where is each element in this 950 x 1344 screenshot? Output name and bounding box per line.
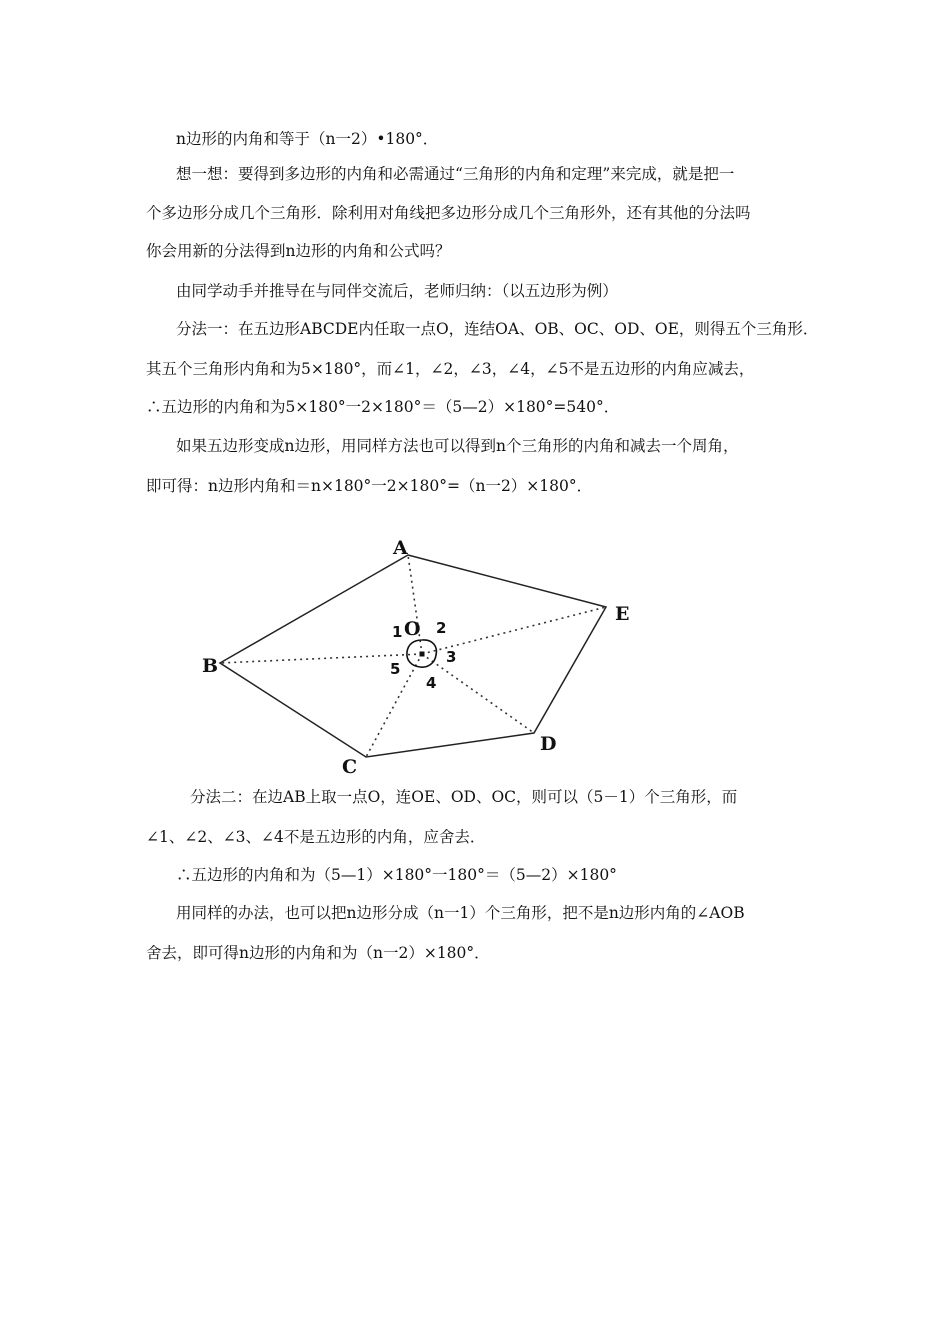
text-line: 你会用新的分法得到n边形的内角和公式吗？ xyxy=(146,242,451,260)
vertex-label-d: D xyxy=(540,733,557,755)
text-line: 即可得：n边形内角和＝n×180°一2×180°=（n一2）×180°． xyxy=(146,477,593,495)
vertex-label-a: A xyxy=(393,537,408,559)
segment-od xyxy=(422,654,534,733)
vertex-label-b: B xyxy=(202,655,219,677)
vertex-label-e: E xyxy=(615,603,630,625)
center-label-o: O xyxy=(404,618,421,640)
angle-label-4: 4 xyxy=(426,674,437,692)
text-line: ∴五边形的内角和为（5—1）×180°一180°＝（5—2）×180° xyxy=(176,866,617,884)
text-line: 如果五边形变成n边形，用同样方法也可以得到n个三角形的内角和减去一个周角， xyxy=(176,437,739,455)
pentagon-outline xyxy=(220,555,606,757)
angle-label-5: 5 xyxy=(390,660,401,678)
pentagon-diagram xyxy=(190,525,650,785)
text-line: 由同学动手并推导在与同伴交流后，老师归纳：（以五边形为例） xyxy=(176,282,618,300)
text-line: 分法二：在边AB上取一点O，连OE、OD、OC，则可以（5－1）个三角形，而 xyxy=(190,788,738,806)
center-point xyxy=(420,652,425,657)
text-line: 舍去，即可得n边形的内角和为（n一2）×180°． xyxy=(146,944,490,962)
angle-label-3: 3 xyxy=(446,648,457,666)
text-line: n边形的内角和等于（n一2）•180°． xyxy=(176,130,439,148)
text-line: 想一想：要得到多边形的内角和必需通过“三角形的内角和定理”来完成，就是把一 xyxy=(176,165,735,183)
angle-label-1: 1 xyxy=(392,623,403,641)
text-line: 用同样的办法，也可以把n边形分成（n一1）个三角形，把不是n边形内角的∠AOB xyxy=(176,904,745,922)
vertex-label-c: C xyxy=(342,756,358,778)
text-line: ∴五边形的内角和为5×180°一2×180°＝（5—2）×180°=540°． xyxy=(146,398,620,416)
pentagon-figure xyxy=(190,525,650,785)
text-line: ∠1、∠2、∠3、∠4不是五边形的内角，应舍去． xyxy=(146,828,486,846)
angle-label-2: 2 xyxy=(436,619,447,637)
segment-oe xyxy=(422,607,606,654)
text-line: 其五个三角形内角和为5×180°，而∠1，∠2，∠3，∠4，∠5不是五边形的内角应减去， xyxy=(146,360,755,378)
text-line: 分法一：在五边形ABCDE内任取一点O，连结OA、OB、OC、OD、OE，则得五个三角形． xyxy=(176,320,819,338)
text-line: 个多边形分成几个三角形．除利用对角线把多边形分成几个三角形外，还有其他的分法吗 xyxy=(146,204,751,222)
